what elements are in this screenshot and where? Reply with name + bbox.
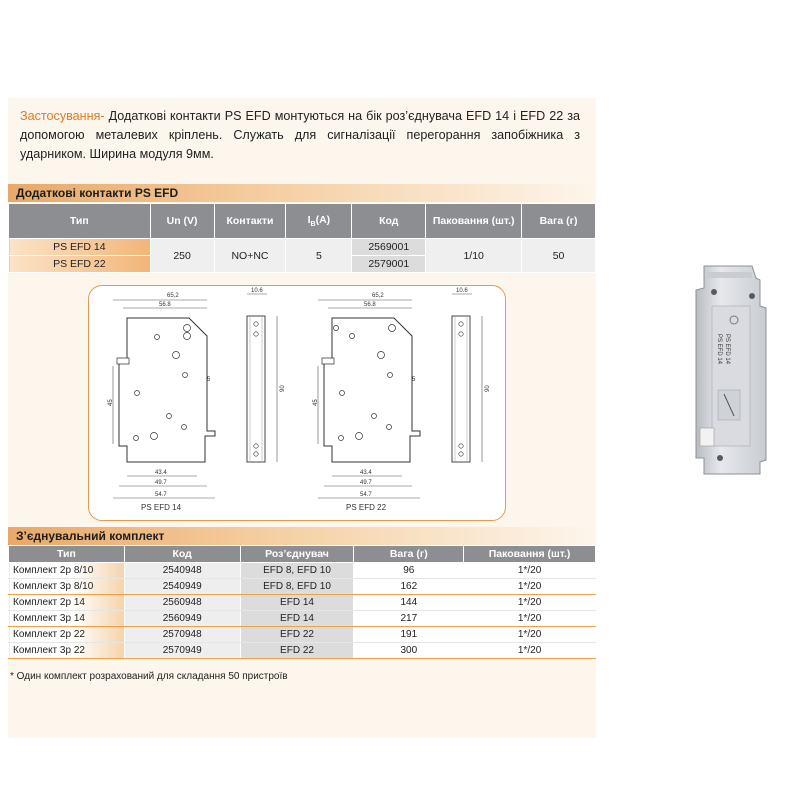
cell-code: 2560948	[124, 595, 240, 611]
col-current-unit: (A)	[315, 213, 331, 226]
dim-54-7: 54.7	[360, 492, 372, 498]
cell-current: 5	[286, 239, 352, 273]
table-row	[9, 239, 596, 256]
col-connector: Роз’єднувач	[240, 546, 354, 563]
dimension-drawings	[89, 286, 505, 520]
cell-type: Комплект 2р 22	[9, 627, 125, 643]
cell-connector: EFD 14	[240, 595, 354, 611]
aux-contact-module-image	[690, 262, 772, 482]
cell-connector: EFD 8, EFD 10	[240, 563, 354, 579]
contacts-table	[8, 203, 596, 273]
dim-56-8: 56.8	[364, 302, 376, 308]
drawing-label: PS EFD 22	[346, 503, 387, 512]
col-current-i: I	[307, 213, 311, 226]
dim-43-4: 43.4	[155, 470, 167, 476]
cell-type: Комплект 3р 22	[9, 643, 125, 659]
intro-text: Додаткові контакти PS EFD монтуються на бік роз’єднувача EFD 14 і EFD 22 за допомогою металевих кріплень. Служать для сигналізації перегорання запобіжника з ударником. Ширина модуля 9мм.	[20, 109, 580, 161]
cell-code: 2570949	[124, 643, 240, 659]
dim-65-2: 65,2	[372, 293, 384, 299]
col-current	[286, 204, 352, 239]
footnote: * Один комплект розрахований для складання 50 пристроїв	[10, 671, 288, 682]
cell-pack: 1*/20	[464, 595, 596, 611]
cell-weight: 162	[354, 579, 464, 595]
cell-weight: 191	[354, 627, 464, 643]
cell-connector: EFD 22	[240, 627, 354, 643]
cell-code: 2560949	[124, 611, 240, 627]
table-row	[9, 563, 596, 579]
cell-type: PS EFD 14	[9, 239, 151, 256]
col-code: Код	[124, 546, 240, 563]
cell-code: 2569001	[352, 239, 426, 256]
table-row	[9, 627, 596, 643]
cell-type: PS EFD 22	[9, 256, 151, 273]
dim-49-7: 49.7	[360, 480, 372, 486]
dim-43-4: 43.4	[360, 470, 372, 476]
intro-paragraph	[20, 107, 580, 164]
dim-49-7: 49.7	[155, 480, 167, 486]
kit-table	[8, 545, 596, 659]
table-row	[9, 595, 596, 611]
cell-pack: 1/10	[426, 239, 522, 273]
dim-54-7: 54.7	[155, 492, 167, 498]
dim-45: 45	[108, 399, 114, 406]
cell-contacts: NO+NC	[214, 239, 286, 273]
col-type: Тип	[9, 204, 151, 239]
drawing-ps-efd-22	[313, 288, 491, 512]
cell-type: Комплект 3р 8/10	[9, 579, 125, 595]
dim-90: 90	[485, 385, 491, 392]
cell-weight: 50	[522, 239, 596, 273]
col-un: Un (V)	[150, 204, 214, 239]
dim-10-6: 10.6	[251, 288, 263, 294]
cell-weight: 217	[354, 611, 464, 627]
drawing-ps-efd-14	[108, 288, 286, 512]
device-label-2: PS EFD 14	[716, 334, 722, 365]
dim-56-8: 56.8	[159, 302, 171, 308]
cell-type: Комплект 2р 8/10	[9, 563, 125, 579]
table-header-row	[9, 204, 596, 239]
cell-connector: EFD 8, EFD 10	[240, 579, 354, 595]
cell-connector: EFD 22	[240, 643, 354, 659]
cell-pack: 1*/20	[464, 611, 596, 627]
table-row	[9, 579, 596, 595]
dim-90: 90	[280, 385, 286, 392]
table-header-row	[9, 546, 596, 563]
col-weight: Вага (г)	[354, 546, 464, 563]
product-photo	[690, 262, 772, 482]
intro-lead: Застосування-	[20, 109, 105, 123]
col-pack: Паковання (шт.)	[464, 546, 596, 563]
cell-connector: EFD 14	[240, 611, 354, 627]
table-row	[9, 611, 596, 627]
dim-5: 5	[412, 377, 416, 383]
cell-pack: 1*/20	[464, 643, 596, 659]
cell-code: 2570948	[124, 627, 240, 643]
col-pack: Паковання (шт.)	[426, 204, 522, 239]
cell-un: 250	[150, 239, 214, 273]
table-row	[9, 643, 596, 659]
section-title-kit: З’єднувальний комплект	[8, 527, 596, 545]
dim-45: 45	[313, 399, 319, 406]
cell-weight: 96	[354, 563, 464, 579]
cell-pack: 1*/20	[464, 627, 596, 643]
col-current-sub: B	[310, 221, 316, 229]
cell-type: Комплект 2р 14	[9, 595, 125, 611]
cell-code: 2579001	[352, 256, 426, 273]
dim-65-2: 65,2	[167, 293, 179, 299]
col-weight: Вага (г)	[522, 204, 596, 239]
cell-type: Комплект 3р 14	[9, 611, 125, 627]
cell-weight: 300	[354, 643, 464, 659]
cell-pack: 1*/20	[464, 563, 596, 579]
dimension-drawing-frame	[88, 285, 506, 521]
cell-weight: 144	[354, 595, 464, 611]
cell-code: 2540949	[124, 579, 240, 595]
device-label-1: PS EFD 14	[724, 334, 730, 365]
section-title-contacts: Додаткові контакти PS EFD	[8, 184, 596, 202]
col-code: Код	[352, 204, 426, 239]
cell-code: 2540948	[124, 563, 240, 579]
dim-10-6: 10.6	[456, 288, 468, 294]
col-contacts: Контакти	[214, 204, 286, 239]
cell-pack: 1*/20	[464, 579, 596, 595]
col-type: Тип	[9, 546, 125, 563]
dim-5: 5	[207, 377, 211, 383]
drawing-label: PS EFD 14	[141, 503, 182, 512]
